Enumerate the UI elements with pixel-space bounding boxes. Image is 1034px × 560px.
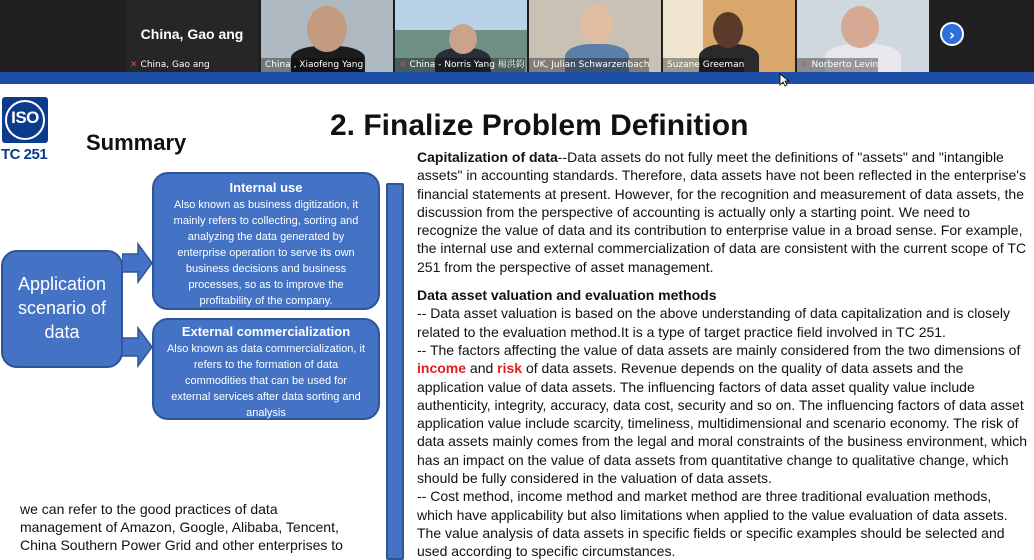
participant-tile[interactable] — [395, 0, 527, 72]
valuation-paragraph-2: -- The factors affecting the value of data assets are mainly considered from the two dimensions of income and risk of data assets. Revenue depends on the quality of data assets and the application value of data assets. The influencing factors of data asset quality value include authenticity, integrity, accuracy, data cost, security and so on. The influencing factors of data asset application value include scarcity, timeliness, multidimensional and scenario economy. The risk of data assets mainly comes from the legal and moral constraints of the business environment, which has an impact on the value of data assets from quantitative change to qualitative change, which should be fully considered in the valuation of data assets. — [417, 341, 1028, 487]
participant-caption: China , Xiaofeng Yang — [261, 58, 363, 72]
summary-title: Summary — [86, 130, 187, 155]
participant-video — [307, 6, 347, 52]
participant-tile-active[interactable] — [126, 0, 258, 72]
risk-highlight: risk — [497, 360, 523, 377]
chevron-right-icon: › — [948, 26, 956, 44]
participant-caption: UK, Julian Schwarzenbach — [529, 58, 649, 72]
tc-label: TC 251 — [1, 146, 48, 163]
internal-use-description: Also known as business digitization, it mainly refers to collecting, sorting and analyzing the data generated by enterprise operation to serve its own business decisions and business processes, so as to improve the profitability of the company. — [173, 199, 359, 307]
next-participants-button[interactable] — [940, 22, 964, 46]
participant-tile[interactable] — [261, 0, 393, 72]
participant-video — [713, 12, 743, 48]
participant-video — [841, 6, 879, 48]
participant-tile[interactable] — [529, 0, 661, 72]
capitalization-paragraph — [417, 148, 1029, 276]
strip-accent-bar — [0, 72, 1034, 84]
arrow-right-icon — [122, 326, 154, 368]
participant-video — [581, 4, 613, 44]
slide-body — [417, 148, 1029, 560]
reference-practices-text: we can refer to the good practices of data management of Amazon, Google, Alibaba, Tencent, China Southern Power Grid and other enterprises to — [20, 501, 343, 553]
vertical-divider-bar — [386, 183, 404, 560]
valuation-paragraph-3: -- Cost method, income method and market method are three traditional evaluation methods, which have applicability but also limitations when applied to the value evaluation of data assets. The value analysis of data assets in specific fields or specific examples should be selected and used according to specific circumstances. — [417, 488, 1008, 560]
external-commercialization-box — [152, 318, 380, 420]
external-commercialization-title: External commercialization — [181, 324, 351, 339]
participant-video — [449, 24, 477, 54]
participant-caption: ✕ Norberto Levin — [797, 58, 878, 72]
participant-tile[interactable] — [663, 0, 795, 72]
internal-use-title: Internal use — [229, 180, 303, 195]
participant-caption: ✕ China, Gao ang — [130, 60, 210, 70]
mic-muted-icon: ✕ — [399, 60, 407, 70]
income-highlight: income — [417, 360, 467, 377]
capitalization-text: --Data assets do not fully meet the definitions of "assets" and "intangible assets" in accounting standards. Therefore, data assets have not been reflected in the enterprise's financial statements at present. However, for the recognition and measurement of data assets, the discussion from the perspective of accounting is actually only a starting point. We need to recognize the value of data and its contribution to enterprise value in a broad sense. For example, the internal use and external commercialization of data are consistent with the current scope of TC 251 from the perspective of asset management. — [417, 149, 1027, 275]
participant-tile[interactable] — [797, 0, 929, 72]
iso-logo-text: ISO — [11, 108, 39, 127]
application-scenario-box — [1, 250, 123, 368]
capitalization-heading: Capitalization of data — [417, 149, 558, 165]
valuation-heading: Data asset valuation and evaluation methods — [417, 287, 717, 304]
internal-use-box — [152, 172, 380, 310]
active-speaker-name: China, Gao ang — [140, 26, 244, 42]
participant-caption: Suzane Greeman — [663, 58, 744, 72]
mic-muted-icon: ✕ — [130, 60, 138, 70]
mic-muted-icon: ✕ — [801, 60, 809, 70]
page-title: 2. Finalize Problem Definition — [330, 109, 749, 142]
valuation-paragraph-1: -- Data asset valuation is based on the above understanding of data capitalization and is closely related to the evaluation method.It is a type of target practice field involved in TC 251. — [417, 305, 1011, 340]
participant-caption: ✕ China - Norris Yang 楊洪鈞 — [395, 58, 525, 72]
video-strip — [0, 0, 1034, 76]
mouse-cursor-icon — [780, 74, 790, 88]
iso-logo — [2, 97, 48, 143]
external-commercialization-description: Also known as data commercialization, it refers to the formation of data commodities that can be used for external services after data sorting and analysis — [166, 343, 366, 419]
arrow-right-icon — [122, 242, 154, 284]
application-scenario-label: Application scenario of data — [17, 274, 107, 342]
